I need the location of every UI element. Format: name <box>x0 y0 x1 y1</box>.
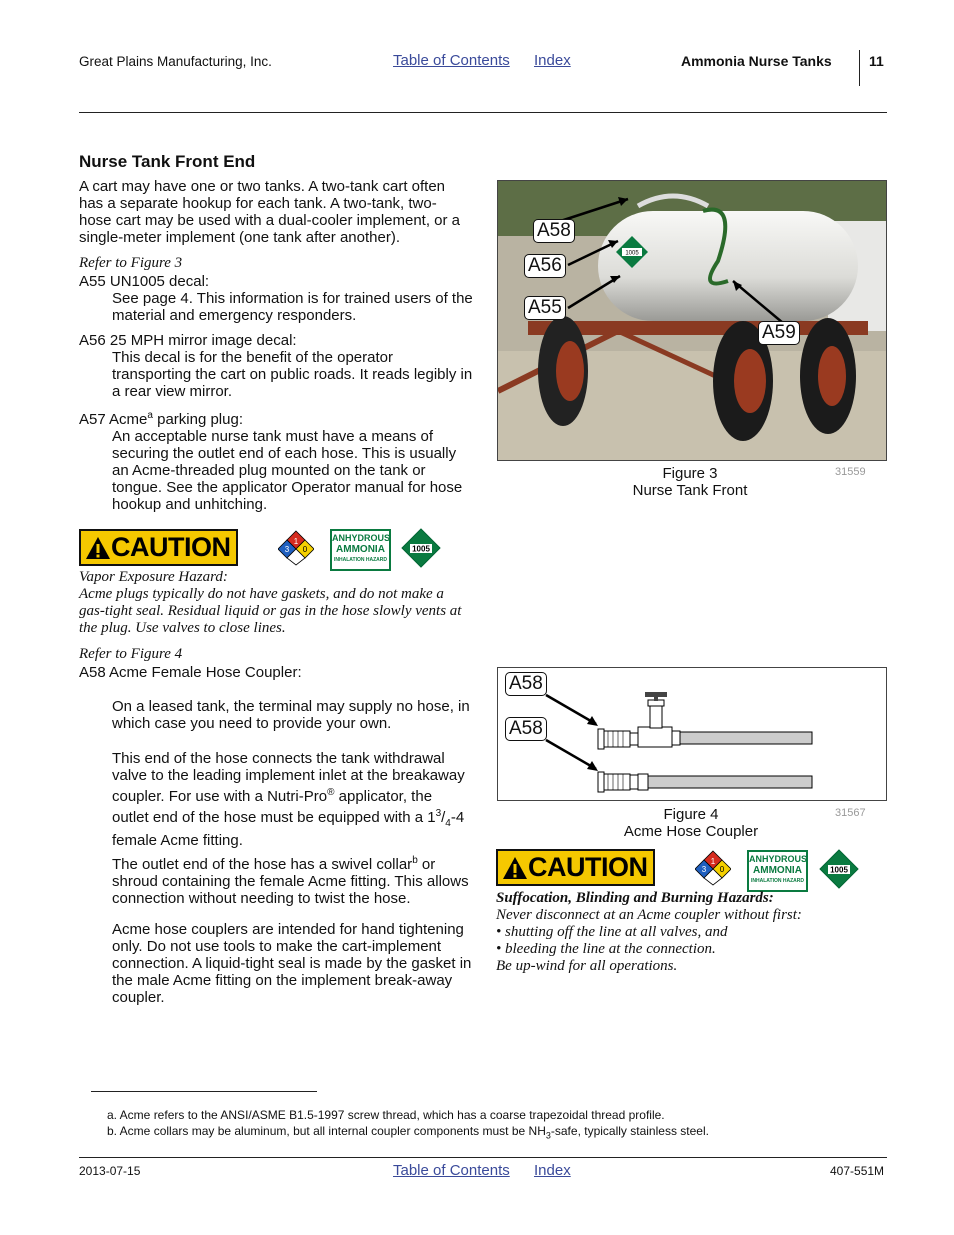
anh-line3-2: INHALATION HAZARD <box>751 878 804 884</box>
figure-3-number: 31559 <box>835 466 866 478</box>
item-a57-desc: An acceptable nurse tank must have a means of securing the outlet end of each hose. This is usually an Acme-threaded plug mounted on the tank or tongue. See the applicator Operator manual for hose hookup and unhitching. <box>112 428 463 513</box>
fig3-callout-a59: A59 <box>758 321 800 345</box>
footnote-b-sub: 3 <box>545 1130 551 1141</box>
fig3-decal-number: 1005 <box>625 250 639 257</box>
a57-label-pre: A57 Acme <box>79 411 148 428</box>
nfpa-left-number-2: 3 <box>701 865 707 874</box>
anh-line3: INHALATION HAZARD <box>334 557 387 563</box>
intro-paragraph: A cart may have one or two tanks. A two-tank cart often has a separate hookup for each tank. A two-tank, two-hose cart may be used with a dual-cooler implement, or a single-meter implement (one tank after another). <box>79 178 461 246</box>
refer-figure-4: Refer to Figure 4 <box>79 646 183 662</box>
a58-para1: On a leased tank, the terminal may supply no hose, in which case you need to provide your own. <box>112 698 470 732</box>
a58-para2-mid: applicator, the outlet end of the hose must be equipped with a 1 <box>112 788 436 826</box>
a58-para3 <box>112 852 474 907</box>
header-rule <box>79 112 887 113</box>
footer-doc-number: 407-551M <box>830 1164 885 1178</box>
nfpa-left-number: 3 <box>284 545 290 554</box>
anh-line2: AMMONIA <box>336 544 385 555</box>
figure-4-caption <box>591 806 791 840</box>
a58-para2-post: -4 female Acme fitting. <box>112 809 465 849</box>
header-divider <box>859 50 860 86</box>
a58-para4: Acme hose couplers are intended for hand tightening only. Do not use tools to make the cart-implement connection. A liquid-tight seal is made by the gasket in the male Acme fitting on the implement break-away coupler. <box>112 921 472 1006</box>
hose-coupler-diagram <box>498 668 886 800</box>
registered-mark: ® <box>327 787 335 798</box>
caution2-line3: • bleeding the line at the connection. <box>496 941 716 957</box>
nfpa-top-number-2: 1 <box>710 857 716 866</box>
footnote-b-post: -safe, typically stainless steel. <box>550 1124 709 1138</box>
footnote-ref-a: a <box>147 410 153 421</box>
caution2-text-block <box>496 890 886 975</box>
item-a55 <box>79 273 474 324</box>
fraction-denominator: 4 <box>445 818 451 829</box>
footnote-a: a. Acme refers to the ANSI/ASME B1.5-1997 screw thread, which has a coarse trapezoidal thread profile. <box>107 1108 665 1122</box>
nfpa-right-number-2: 0 <box>719 865 725 874</box>
a58-para2: This end of the hose connects the tank withdrawal valve to the leading implement inlet at the breakaway coupler. For use with a Nutri-Pro® applicator, the outlet end of the hose must be equipped with a $1^3/_4-4$ female Acme fitting. <box>112 750 465 849</box>
anhydrous-ammonia-label-2 <box>747 850 808 892</box>
fraction-numerator: 3 <box>435 808 442 819</box>
fig3-callout-a55: A55 <box>524 296 566 320</box>
footnote-rule <box>91 1091 317 1092</box>
fig3-callout-a58: A58 <box>533 219 575 243</box>
caution2-line1: Never disconnect at an Acme coupler without first: <box>496 907 802 923</box>
header-section: Ammonia Nurse Tanks <box>681 53 832 69</box>
caution2-line4: Be up-wind for all operations. <box>496 958 678 974</box>
item-a55-desc: See page 4. This information is for trained users of the material and emergency responders. <box>112 290 473 324</box>
nfpa-top-number: 1 <box>293 537 299 546</box>
un1005-placard-icon-2 <box>819 849 859 889</box>
item-a58-label: A58 Acme Female Hose Coupler: <box>79 664 302 681</box>
nfpa-diamond-icon-2 <box>695 850 731 886</box>
figure-3-caption <box>590 465 790 499</box>
a58-para3-pre: The outlet end of the hose has a swivel collar <box>112 856 413 873</box>
a58-para3-post: or shroud containing the female Acme fitting. This allows connection without needing to twist the hose. <box>112 856 469 907</box>
caution-word: CAUTION <box>111 532 231 562</box>
footnote-b-pre: b. Acme collars may be aluminum, but all internal coupler components must be NH <box>107 1124 546 1138</box>
caution2-title: Suffocation, Blinding and Burning Hazards: <box>496 890 774 906</box>
figure-4-title: Acme Hose Coupler <box>623 823 759 840</box>
un-number-2: 1005 <box>830 865 848 875</box>
footnote-b <box>107 1123 709 1143</box>
figure-4-diagram <box>497 667 887 801</box>
nfpa-right-number: 0 <box>302 545 308 554</box>
figure-3-title: Nurse Tank Front <box>632 482 748 499</box>
caution-badge-2 <box>496 849 655 886</box>
footer-toc-link[interactable]: Table of Contents <box>393 1162 510 1179</box>
a57-label-post: parking plug: <box>152 411 243 428</box>
footer-date: 2013-07-15 <box>79 1164 141 1178</box>
un1005-placard-icon <box>401 528 441 568</box>
refer-figure-3: Refer to Figure 3 <box>79 255 183 271</box>
caution1-text: Acme plugs typically do not have gaskets, and do not make a gas-tight seal. Residual liquid or gas in the hose slowly vents at the plug. Use valves to close lines. <box>79 586 462 636</box>
un-number: 1005 <box>412 544 430 554</box>
anh-line2-2: AMMONIA <box>753 865 802 876</box>
caution2-line2: • shutting off the line at all valves, and <box>496 924 728 940</box>
item-a57-label <box>79 407 474 428</box>
figure-3-label: Figure 3 <box>662 465 718 482</box>
figure-4-number: 31567 <box>835 807 866 819</box>
item-a55-label: A55 UN1005 decal: <box>79 273 210 290</box>
caution-badge <box>79 529 238 566</box>
footer-index-link[interactable]: Index <box>534 1162 571 1179</box>
anh-line1: ANHYDROUS <box>332 533 391 543</box>
anhydrous-ammonia-label <box>330 529 391 571</box>
fig4-callout-a58-bottom: A58 <box>505 717 547 741</box>
warning-triangle-icon <box>502 855 528 881</box>
nfpa-diamond-icon <box>278 530 314 566</box>
item-a56-desc: This decal is for the benefit of the operator transporting the cart on public roads. It reads legibly in a rear view mirror. <box>112 349 473 400</box>
page-number: 11 <box>869 53 884 69</box>
caution-word-2: CAUTION <box>528 852 648 882</box>
header-toc-link[interactable]: Table of Contents <box>393 52 510 69</box>
a58-para2-pre: This end of the hose connects the tank withdrawal valve to the leading implement inlet at the breakaway coupler. For use with a Nutri-Pro <box>112 750 465 805</box>
fig3-callout-a56: A56 <box>524 254 566 278</box>
warning-triangle-icon <box>85 535 111 561</box>
item-a56-label: A56 25 MPH mirror image decal: <box>79 332 297 349</box>
section-title: Nurse Tank Front End <box>79 152 256 171</box>
header-index-link[interactable]: Index <box>534 52 571 69</box>
item-a56 <box>79 332 474 400</box>
caution1-title: Vapor Exposure Hazard: <box>79 569 228 585</box>
footer-rule <box>79 1157 887 1158</box>
footnote-ref-b: b <box>412 855 418 866</box>
anh-line1-2: ANHYDROUS <box>749 854 808 864</box>
figure-4-label: Figure 4 <box>663 806 719 823</box>
item-a57 <box>79 407 474 513</box>
header-company: Great Plains Manufacturing, Inc. <box>79 54 272 69</box>
fig4-callout-a58-top: A58 <box>505 672 547 696</box>
